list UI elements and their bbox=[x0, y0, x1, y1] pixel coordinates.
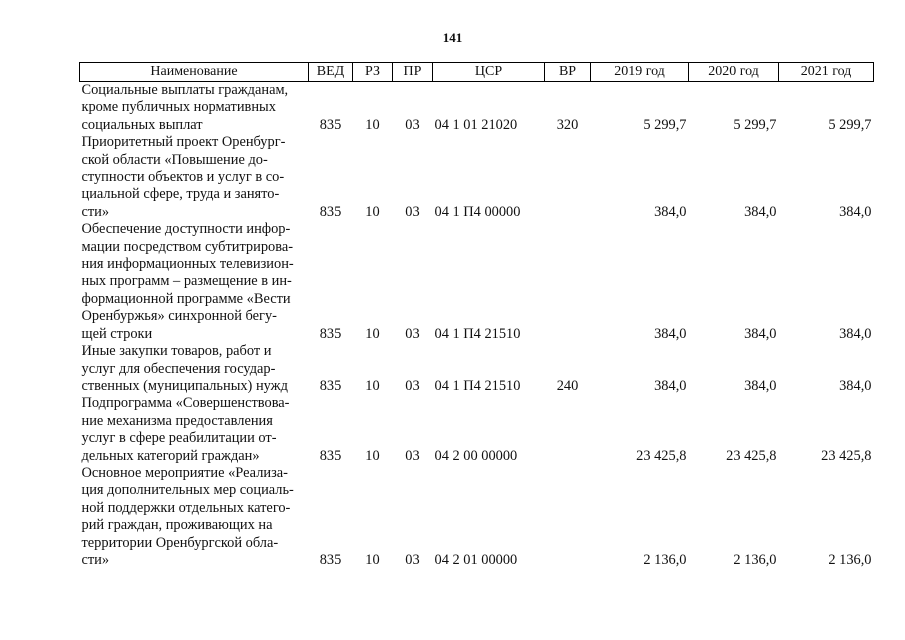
rz-cell: 10 bbox=[365, 551, 380, 568]
row-name-cell bbox=[80, 395, 309, 465]
table-header bbox=[80, 63, 874, 82]
vr-cell bbox=[545, 465, 591, 569]
header-pr: ПР bbox=[393, 63, 433, 82]
vr-cell bbox=[545, 221, 591, 343]
header-rz: РЗ bbox=[353, 63, 393, 82]
name-line: ция дополнительных мер социаль- bbox=[81, 482, 294, 499]
name-line: ной поддержки отдельных катего- bbox=[81, 499, 291, 516]
name-line: Иные закупки товаров, работ и bbox=[81, 343, 272, 360]
header-row bbox=[80, 63, 874, 82]
amount-2019-cell: 384,0 bbox=[654, 377, 687, 394]
name-line: ской области «Повышение до- bbox=[81, 151, 268, 168]
table-row bbox=[80, 82, 874, 135]
amount-2019-cell: 384,0 bbox=[654, 325, 687, 342]
ved-cell: 835 bbox=[319, 447, 342, 464]
amount-2021-cell: 23 425,8 bbox=[821, 447, 872, 464]
table-row bbox=[80, 343, 874, 395]
name-line: формационной программе «Вести bbox=[81, 290, 291, 307]
amount-2019-cell: 2 136,0 bbox=[643, 551, 687, 568]
vr-cell: 240 bbox=[556, 377, 579, 394]
amount-2020-cell: 23 425,8 bbox=[726, 447, 777, 464]
name-line: Обеспечение доступности инфор- bbox=[81, 221, 291, 238]
vr-cell: 320 bbox=[556, 116, 579, 133]
ved-cell: 835 bbox=[319, 377, 342, 394]
amount-2020-cell: 2 136,0 bbox=[733, 551, 777, 568]
table-row bbox=[80, 134, 874, 221]
name-line: Подпрограмма «Совершенствова- bbox=[81, 395, 290, 412]
table-body bbox=[80, 82, 874, 570]
name-line: ственных (муниципальных) нужд bbox=[81, 377, 288, 394]
name-line: циальной сфере, труда и занято- bbox=[81, 186, 280, 203]
csr-cell: 04 1 01 21020 bbox=[434, 116, 518, 133]
name-line: социальных выплат bbox=[81, 116, 203, 133]
pr-cell: 03 bbox=[405, 203, 420, 220]
name-line: ние механизма предоставления bbox=[81, 412, 273, 429]
name-line: услуг в сфере реабилитации от- bbox=[81, 430, 277, 447]
amount-2021-cell: 384,0 bbox=[839, 377, 872, 394]
row-name-cell bbox=[80, 343, 309, 395]
amount-2020-cell: 5 299,7 bbox=[733, 116, 777, 133]
ved-cell: 835 bbox=[319, 325, 342, 342]
budget-table bbox=[79, 62, 874, 569]
pr-cell: 03 bbox=[405, 551, 420, 568]
ved-cell: 835 bbox=[319, 551, 342, 568]
page-number: 141 bbox=[442, 30, 463, 45]
vr-cell bbox=[545, 134, 591, 221]
name-line: кроме публичных нормативных bbox=[81, 99, 276, 116]
header-2019: 2019 год bbox=[591, 63, 689, 82]
name-line: Приоритетный проект Оренбург- bbox=[81, 134, 286, 151]
rz-cell: 10 bbox=[365, 203, 380, 220]
amount-2020-cell: 384,0 bbox=[744, 203, 777, 220]
row-name-cell bbox=[80, 82, 309, 135]
name-line: щей строки bbox=[81, 325, 153, 342]
amount-2021-cell: 384,0 bbox=[839, 325, 872, 342]
row-name-cell bbox=[80, 465, 309, 569]
rz-cell: 10 bbox=[365, 447, 380, 464]
csr-cell: 04 2 00 00000 bbox=[434, 447, 518, 464]
name-line: Социальные выплаты гражданам, bbox=[81, 82, 289, 98]
name-line: сти» bbox=[81, 203, 110, 220]
name-line: Оренбуржья» синхронной бегу- bbox=[81, 308, 277, 325]
header-vr: ВР bbox=[545, 63, 591, 82]
csr-cell: 04 2 01 00000 bbox=[434, 551, 518, 568]
table-row bbox=[80, 395, 874, 465]
header-ved: ВЕД bbox=[309, 63, 353, 82]
pr-cell: 03 bbox=[405, 325, 420, 342]
amount-2020-cell: 384,0 bbox=[744, 377, 777, 394]
header-2021: 2021 год bbox=[779, 63, 874, 82]
table-row bbox=[80, 221, 874, 343]
name-line: территории Оренбургской обла- bbox=[81, 534, 279, 551]
csr-cell: 04 1 П4 21510 bbox=[434, 377, 521, 394]
name-line: ния информационных телевизион- bbox=[81, 256, 294, 273]
amount-2021-cell: 5 299,7 bbox=[828, 116, 872, 133]
header-name: Наименование bbox=[80, 63, 309, 82]
name-line: сти» bbox=[81, 551, 110, 568]
name-line: дельных категорий граждан» bbox=[81, 447, 260, 464]
header-2020: 2020 год bbox=[689, 63, 779, 82]
rz-cell: 10 bbox=[365, 325, 380, 342]
name-line: ных программ – размещение в ин- bbox=[81, 273, 292, 290]
rz-cell: 10 bbox=[365, 377, 380, 394]
vr-cell bbox=[545, 395, 591, 465]
name-line: ступности объектов и услуг в со- bbox=[81, 169, 285, 186]
ved-cell: 835 bbox=[319, 203, 342, 220]
row-name-cell bbox=[80, 221, 309, 343]
amount-2019-cell: 5 299,7 bbox=[643, 116, 687, 133]
pr-cell: 03 bbox=[405, 447, 420, 464]
amount-2019-cell: 23 425,8 bbox=[636, 447, 687, 464]
pr-cell: 03 bbox=[405, 377, 420, 394]
name-line: рий граждан, проживающих на bbox=[81, 517, 273, 534]
name-line: Основное мероприятие «Реализа- bbox=[81, 464, 288, 481]
table-row bbox=[80, 465, 874, 569]
amount-2021-cell: 2 136,0 bbox=[828, 551, 872, 568]
ved-cell: 835 bbox=[319, 116, 342, 133]
csr-cell: 04 1 П4 00000 bbox=[434, 203, 521, 220]
pr-cell: 03 bbox=[405, 116, 420, 133]
amount-2020-cell: 384,0 bbox=[744, 325, 777, 342]
row-name-cell bbox=[80, 134, 309, 221]
csr-cell: 04 1 П4 21510 bbox=[434, 325, 521, 342]
amount-2019-cell: 384,0 bbox=[654, 203, 687, 220]
amount-2021-cell: 384,0 bbox=[839, 203, 872, 220]
header-csr: ЦСР bbox=[433, 63, 545, 82]
rz-cell: 10 bbox=[365, 116, 380, 133]
name-line: мации посредством субтитрирова- bbox=[81, 238, 294, 255]
name-line: услуг для обеспечения государ- bbox=[81, 360, 276, 377]
